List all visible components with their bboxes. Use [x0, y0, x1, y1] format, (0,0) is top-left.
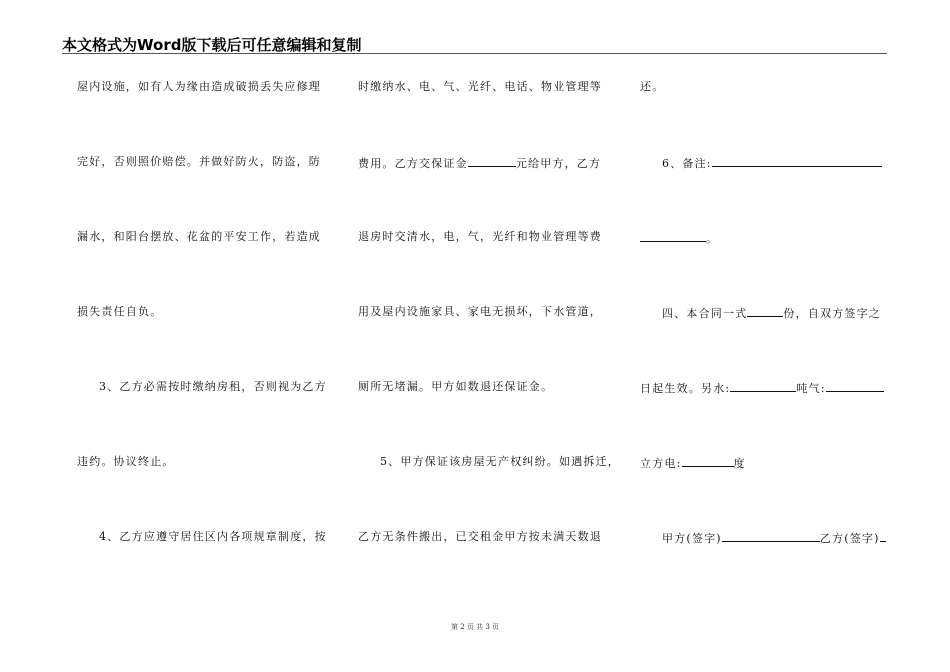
electricity-label: 立方电: — [640, 457, 682, 470]
copies-text-b: 份，自双方签字之 — [783, 307, 882, 320]
electricity-unit: 度 — [733, 457, 746, 470]
col2-line-2 — [358, 155, 601, 171]
col2-line-2-text-b: 元给甲方，乙方 — [515, 157, 602, 170]
party-b-signature-label: 乙方(签字) — [819, 532, 880, 545]
page-number: 第 2 页 共 3 页 — [450, 623, 500, 631]
column-right — [640, 0, 885, 600]
gas-reading-blank — [826, 380, 884, 392]
party-a-signature-blank — [722, 530, 820, 542]
party-a-signature-label: 甲方(签字) — [662, 532, 722, 545]
col2-line-3: 退房时交清水，电，气，光纤和物业管理等费 — [358, 230, 602, 243]
page-footer — [0, 622, 950, 632]
col1-line-5: 3、乙方必需按时缴纳房租，否则视为乙方 — [99, 380, 327, 393]
col3-line-5 — [640, 380, 884, 396]
col1-line-3: 漏水，和阳台摆放、花盆的平安工作，若造成 — [77, 230, 321, 243]
remarks-label: 6、备注: — [662, 157, 712, 170]
gas-label: 吨气: — [796, 382, 826, 395]
col3-line-6 — [640, 455, 746, 471]
party-b-signature-blank — [880, 530, 886, 542]
col2-line-2-text-a: 费用。乙方交保证金 — [358, 157, 468, 170]
remarks-end-mark: 。 — [706, 232, 719, 245]
col3-line-7 — [662, 530, 886, 546]
copies-count-blank — [747, 305, 783, 317]
col2-line-6: 5、甲方保证该房屋无产权纠纷。如遇拆迁， — [380, 455, 620, 468]
col3-line-1: 还。 — [640, 80, 665, 93]
col1-line-7: 4、乙方应遵守居住区内各项规章制度，按 — [99, 530, 327, 543]
col2-line-7: 乙方无条件搬出，已交租金甲方按未满天数退 — [358, 530, 602, 543]
deposit-amount-blank — [468, 155, 516, 167]
col1-line-4: 损失责任自负。 — [77, 305, 163, 318]
col2-line-1: 时缴纳水、电、气、光纤、电话、物业管理等 — [358, 80, 602, 93]
column-left — [77, 0, 332, 600]
water-label: 日起生效。另水: — [640, 382, 731, 395]
remarks-blank-2 — [640, 230, 706, 242]
col1-line-2: 完好，否则照价赔偿。并做好防火，防盗，防 — [77, 155, 321, 168]
electricity-reading-blank — [682, 455, 734, 467]
col2-line-4: 用及屋内设施家具、家电无损坏，下水管道， — [358, 305, 602, 318]
copies-text-a: 四、本合同一式 — [662, 307, 748, 320]
col1-line-6: 违约。协议终止。 — [77, 455, 175, 468]
col3-line-2 — [662, 155, 882, 171]
col1-line-1: 屋内设施，如有人为缘由造成破损丢失应修理 — [77, 80, 321, 93]
remarks-blank-1 — [712, 155, 882, 167]
page-header-title: 本文格式为Word版下载后可任意编辑和复制 — [62, 36, 362, 54]
water-reading-blank — [730, 380, 796, 392]
col2-line-5: 厕所无堵漏。甲方如数退还保证金。 — [358, 380, 554, 393]
col3-line-4 — [662, 305, 881, 321]
col3-line-3 — [640, 230, 718, 246]
column-middle — [358, 0, 620, 600]
